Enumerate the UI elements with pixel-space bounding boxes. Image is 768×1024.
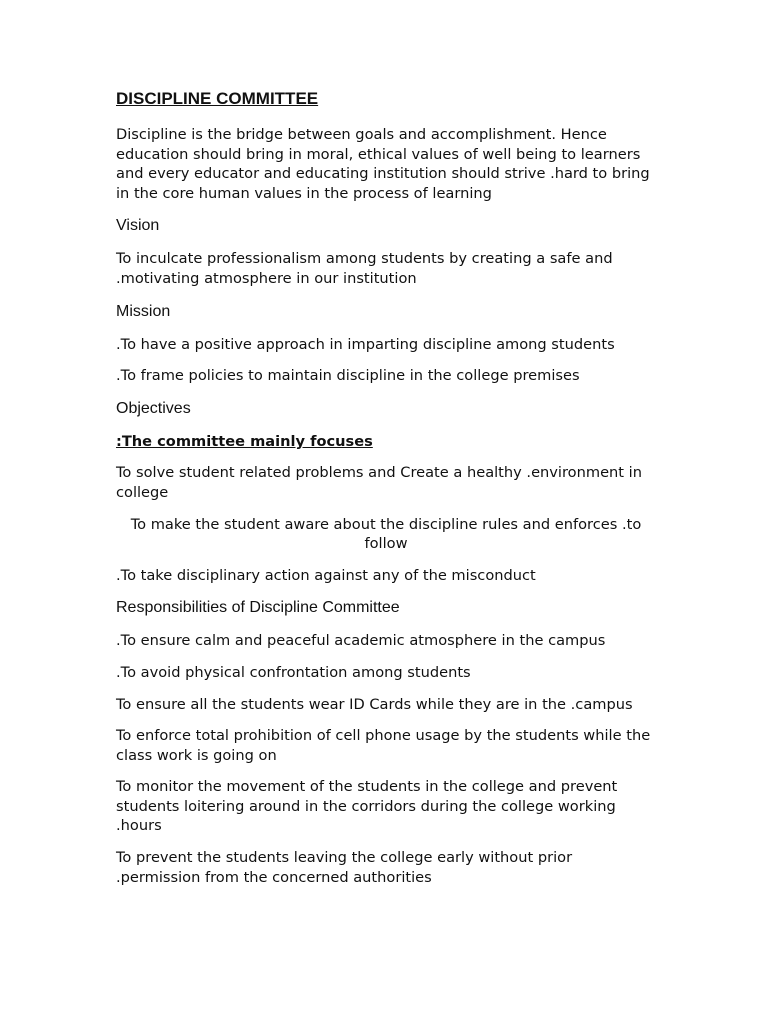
objective-item: .To take disciplinary action against any of the misconduct bbox=[116, 566, 536, 584]
objective-item: To solve student related problems and Create a healthy .environment in college bbox=[116, 464, 642, 501]
document-body bbox=[116, 87, 656, 899]
responsibilities-heading: Responsibilities of Discipline Committee bbox=[116, 599, 400, 617]
document-title: DISCIPLINE COMMITTEE bbox=[116, 89, 319, 108]
vision-paragraph: To inculcate professionalism among students by creating a safe and .motivating atmosphere in our institution bbox=[116, 250, 613, 287]
intro-paragraph: Discipline is the bridge between goals and accomplishment. Hence education should bring in moral, ethical values of well being to learners and every educator and educating institution should strive .hard to bring in the core human values in the process of learning bbox=[116, 126, 650, 202]
objective-item: To make the student aware about the discipline rules and enforces .to follow bbox=[130, 515, 642, 553]
vision-heading: Vision bbox=[116, 217, 160, 235]
objectives-subheading: :The committee mainly focuses bbox=[116, 432, 373, 450]
responsibility-item: .To avoid physical confrontation among students bbox=[116, 663, 471, 681]
mission-item: .To frame policies to maintain discipline in the college premises bbox=[116, 367, 580, 385]
responsibility-item: To prevent the students leaving the college early without prior .permission from the concerned authorities bbox=[116, 849, 573, 886]
responsibility-item: .To ensure calm and peaceful academic atmosphere in the campus bbox=[116, 632, 606, 650]
responsibility-item: To enforce total prohibition of cell phone usage by the students while the class work is going on bbox=[116, 727, 651, 764]
mission-heading: Mission bbox=[116, 302, 171, 320]
responsibility-item: To ensure all the students wear ID Cards while they are in the .campus bbox=[116, 695, 633, 713]
mission-item: .To have a positive approach in imparting discipline among students bbox=[116, 335, 615, 353]
responsibility-item: To monitor the movement of the students in the college and prevent students loitering around in the corridors during the college working .hours bbox=[116, 778, 618, 835]
objectives-heading: Objectives bbox=[116, 399, 191, 417]
